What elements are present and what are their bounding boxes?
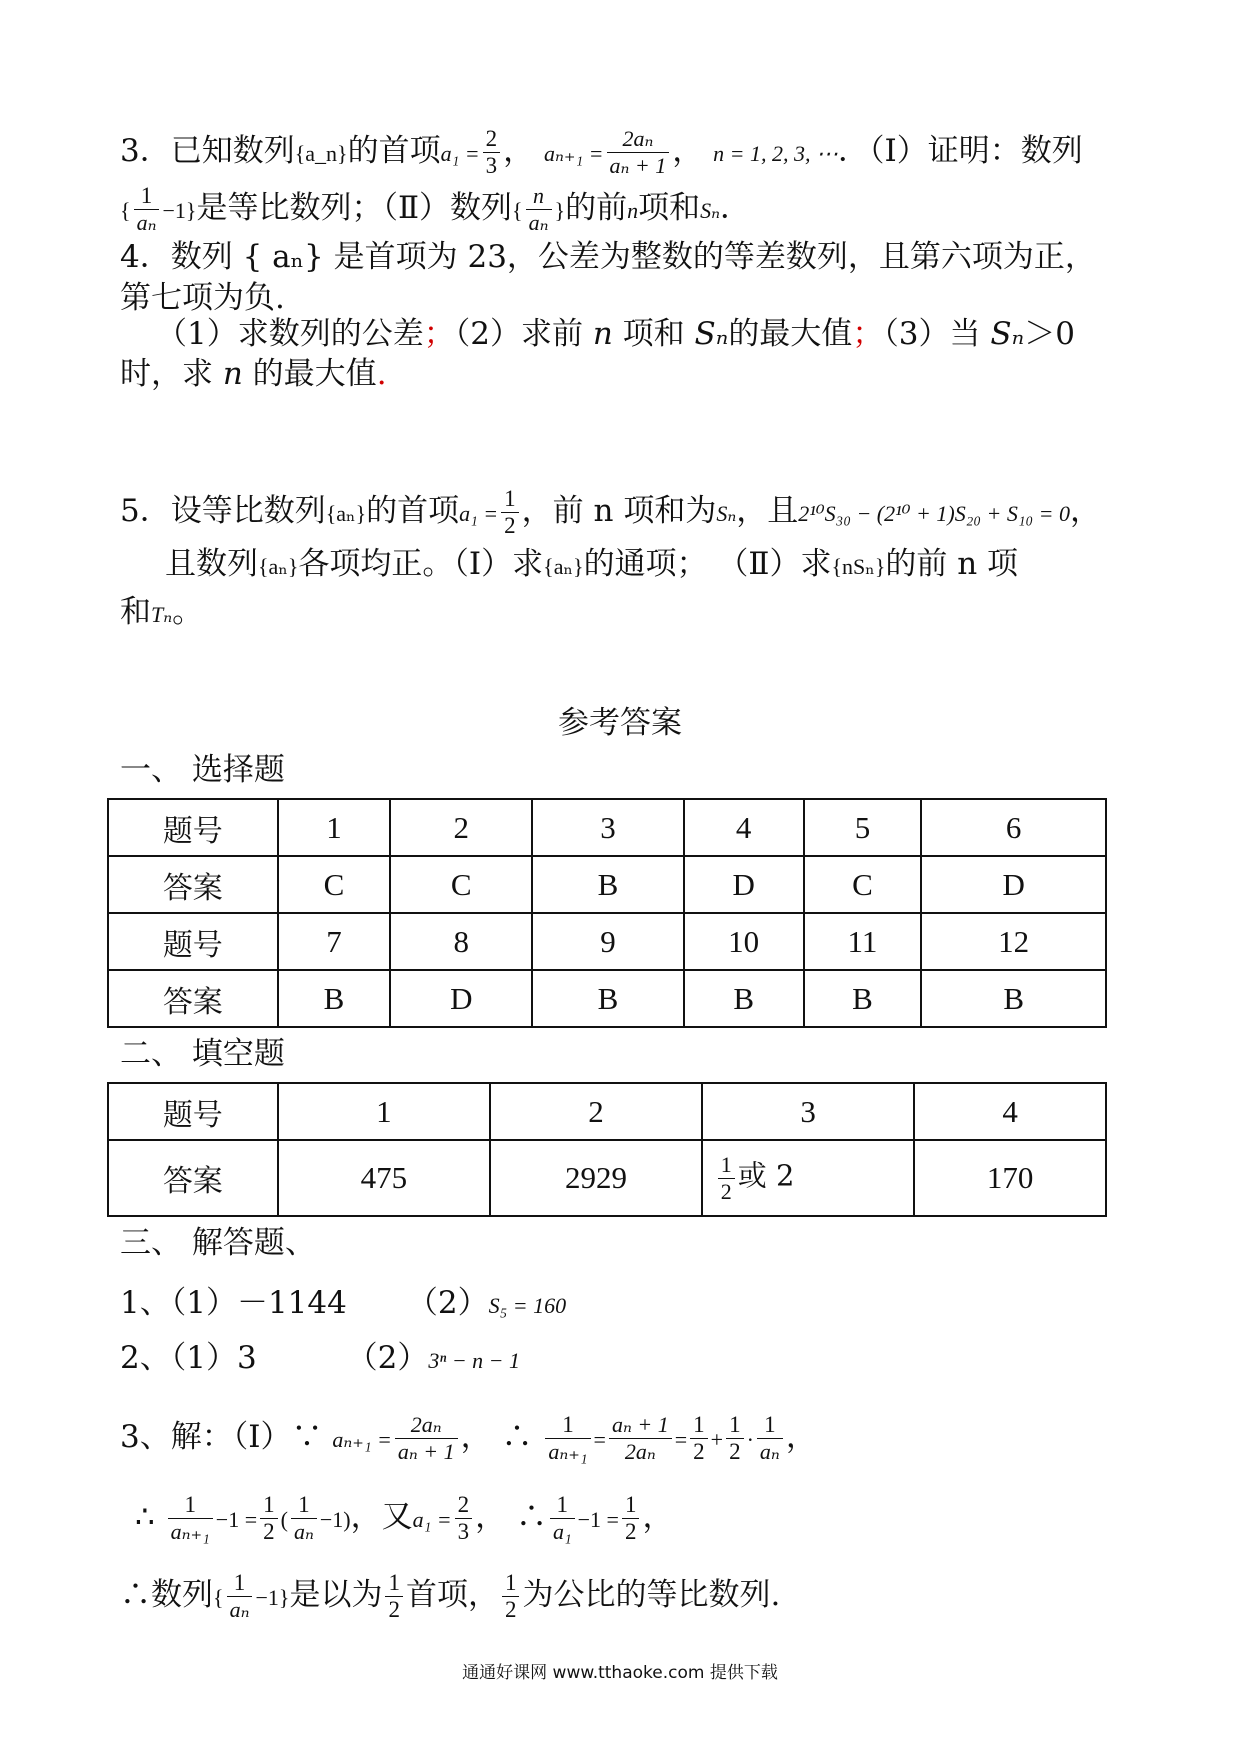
solution-text: ∴: [135, 1499, 155, 1535]
q3-text: 项和: [638, 190, 701, 226]
table-cell: 4: [684, 799, 804, 856]
q5-tn: Tₙ: [151, 602, 173, 627]
brace: {: [120, 198, 131, 223]
table-cell: 2929: [490, 1140, 702, 1216]
q3-a1-eq: a₁ =: [440, 141, 480, 166]
q4-sn: Sₙ: [990, 316, 1025, 352]
q3-a1-fraction: $\frac{2}{3}$: [483, 126, 501, 179]
q5-line-2: [165, 544, 1175, 587]
q3-text: 的首项: [347, 133, 441, 169]
q5-text: 设等比数列: [170, 493, 326, 529]
table-cell: 8: [390, 913, 532, 970]
table-cell: 5: [804, 799, 922, 856]
q5-text: 的首项: [366, 493, 460, 529]
section-fill-heading: 二、 填空题: [120, 1036, 285, 1072]
table-cell: 9: [532, 913, 684, 970]
q4-red-semicolon: ；: [852, 316, 884, 352]
solution-math: −1 =: [215, 1507, 258, 1532]
fraction: $\frac{1}{\text{aₙ}}$: [757, 1412, 783, 1465]
row-label-number: 题号: [108, 1083, 278, 1140]
q5-text: ，前 n 项和为: [521, 493, 717, 529]
fraction: $\frac{1}{\text{aₙ}}$: [227, 1570, 253, 1623]
q3-seq: {a_n}: [294, 141, 348, 166]
equals: =: [674, 1427, 688, 1452]
q5-sn: Sₙ: [716, 501, 737, 526]
table-cell: 12: [921, 913, 1106, 970]
paren: (: [280, 1507, 288, 1532]
q3-recurrence-fraction: $\frac{\text{2aₙ}}{\text{aₙ + 1}}$: [607, 126, 670, 179]
table-cell: C: [278, 856, 391, 913]
table-cell: B: [532, 970, 684, 1027]
q4-red-semicolon: ；: [423, 316, 455, 352]
q4-text: （1）求数列的公差: [156, 316, 424, 352]
q5-a1-fraction: $\frac{1}{2}$: [501, 486, 519, 539]
table-cell: 1: [278, 1083, 491, 1140]
fraction: $\frac{1}{2}$: [260, 1492, 278, 1545]
q3-fraction-1-over-an: $\frac{1}{\text{aₙ}}$: [134, 183, 160, 236]
fraction: $\frac{1}{2}$: [726, 1412, 744, 1465]
q5-line-1: [120, 486, 1130, 539]
q4-text: 时，求: [120, 356, 223, 392]
solution-text: 是以为: [289, 1577, 383, 1613]
solution-text: ， ∴: [460, 1419, 533, 1455]
table-cell: D: [684, 856, 804, 913]
q4-sn: Sₙ: [694, 316, 729, 352]
q3-minus-one: −1}: [162, 198, 197, 223]
q4-red-dot: .: [376, 356, 387, 392]
table-cell: 10: [684, 913, 804, 970]
q4-text: 项和: [612, 316, 695, 352]
table-cell: 3: [702, 1083, 915, 1140]
table-cell: 4: [914, 1083, 1106, 1140]
q5-seq: {nSₙ}: [831, 554, 886, 579]
q3-text: 的前: [565, 190, 628, 226]
table-cell: D: [921, 856, 1106, 913]
q5-text: 和: [120, 594, 151, 630]
table-cell: 1: [278, 799, 391, 856]
solution-text: ∴数列: [120, 1577, 213, 1613]
q3-n-values: n = 1, 2, 3, ⋯: [713, 141, 838, 166]
fraction: $\frac{2}{3}$: [455, 1492, 473, 1545]
table-cell: B: [804, 970, 922, 1027]
table-cell: 2: [390, 799, 532, 856]
q5-text: 。: [172, 594, 204, 630]
solution-text: 首项，: [405, 1577, 499, 1613]
q3-text: 是等比数列；（Ⅱ）数列: [196, 190, 513, 226]
q5-text: ，: [1070, 493, 1102, 529]
solution-3-line-2: [135, 1492, 1145, 1545]
row-label-number: 题号: [108, 799, 278, 856]
q3-recurrence-lhs: aₙ₊₁ =: [543, 141, 604, 166]
section-solve-heading: 三、 解答题、: [120, 1225, 316, 1261]
solution-text: （2）: [346, 1340, 429, 1376]
table-cell: D: [390, 970, 532, 1027]
q4-text: ＞0: [1024, 316, 1075, 352]
q5-seq: {aₙ}: [258, 554, 299, 579]
table-cell: B: [684, 970, 804, 1027]
q5-a1-eq: a₁ =: [459, 501, 499, 526]
solution-text: ，: [785, 1419, 817, 1455]
brace: {: [213, 1585, 224, 1610]
table-cell: 6: [921, 799, 1106, 856]
brace: }: [554, 198, 566, 223]
fraction: $\frac{1}{\text{aₙ}}$: [291, 1492, 317, 1545]
table-row: [108, 856, 1106, 913]
answers-title: 参考答案: [558, 705, 682, 741]
q5-text: 各项均正。（Ⅰ）求: [298, 546, 544, 582]
solution-text: 2、（1）3: [120, 1340, 257, 1376]
q3-number: 3．: [120, 133, 171, 169]
fraction: $\frac{1}{2}$: [385, 1570, 403, 1623]
q4-text: 的最大值: [728, 316, 853, 352]
choice-answer-table: [107, 798, 1107, 1028]
q3-text: ．（Ⅰ）证明：数列: [838, 133, 1083, 169]
fraction: $\frac{1}{2}$: [502, 1570, 520, 1623]
row-label-answer: 答案: [108, 970, 278, 1027]
q4-line-1: 4．数列 { aₙ} 是首项为 23，公差为整数的等差数列，且第六项为正，: [120, 239, 1096, 275]
table-cell: 11: [804, 913, 922, 970]
table-cell: B: [278, 970, 391, 1027]
fill3-text: 或 2: [737, 1158, 795, 1193]
q3-fraction-n-over-an: $\frac{n}{\text{aₙ}}$: [526, 183, 552, 236]
q3-line-2: [120, 183, 1130, 236]
q5-seq: {aₙ}: [325, 501, 367, 526]
fraction: $\frac{1}{\text{aₙ₊₁}}$: [168, 1492, 213, 1545]
table-cell: 7: [278, 913, 391, 970]
fraction: $\frac{1}{\text{a₁}}$: [550, 1492, 575, 1545]
q3-text: 已知数列: [170, 133, 295, 169]
solution-text: （2）: [406, 1285, 489, 1321]
q5-number: 5．: [120, 493, 171, 529]
q4-text: 的最大值: [242, 356, 377, 392]
solution-3-line-3: [120, 1570, 1130, 1623]
solution-equation: S₅ = 160: [488, 1293, 567, 1318]
footer-source-line: 通通好课网 www.tthaoke.com 提供下载: [462, 1663, 778, 1683]
table-cell: B: [921, 970, 1106, 1027]
table-row: [108, 913, 1106, 970]
row-label-answer: 答案: [108, 856, 278, 913]
fraction: $\frac{\text{2aₙ}}{\text{aₙ + 1}}$: [395, 1412, 458, 1465]
q5-text: 且数列: [165, 546, 258, 582]
q5-text: 的前 n 项: [885, 546, 1019, 582]
solution-2: [120, 1338, 1130, 1381]
table-cell: 3: [532, 799, 684, 856]
solution-1: [120, 1283, 1130, 1326]
q4-n: n: [222, 356, 243, 392]
table-cell: [702, 1140, 915, 1216]
q4-line-3: [120, 314, 1130, 354]
q5-text: 的通项； （Ⅱ）求: [583, 546, 832, 582]
table-cell: B: [532, 856, 684, 913]
q4-line-2: 第七项为负.: [120, 280, 285, 316]
table-cell: C: [804, 856, 922, 913]
equals: =: [593, 1427, 606, 1452]
plus: +: [710, 1427, 724, 1452]
solution-text: ，: [642, 1499, 674, 1535]
solution-text: ， ∴: [475, 1499, 547, 1535]
table-cell: 475: [278, 1140, 491, 1216]
q4-text: （2）求前: [454, 316, 593, 352]
solution-text: 3、解：（Ⅰ）∵: [120, 1419, 323, 1455]
solution-math: a₁ =: [412, 1507, 452, 1532]
q3-line-1: [120, 126, 1130, 179]
q5-line-3: [120, 592, 1130, 635]
q4-text: （3）当: [883, 316, 991, 352]
solution-math: aₙ₊₁ =: [332, 1427, 392, 1452]
fraction: $\frac{\text{aₙ + 1}}{\text{2aₙ}}$: [609, 1412, 672, 1465]
q5-equation: 2¹⁰S₃₀ − (2¹⁰ + 1)S₂₀ + S₁₀ = 0: [798, 501, 1071, 526]
fraction: $\frac{1}{2}$: [622, 1492, 640, 1545]
comma: ，: [503, 133, 535, 169]
q4-line-4: [120, 354, 1130, 394]
solution-text: ，又: [350, 1499, 413, 1535]
table-cell: 170: [914, 1140, 1106, 1216]
section-choice-heading: 一、 选择题: [120, 752, 285, 788]
q3-text: ．: [720, 190, 751, 226]
q3-n: n: [627, 198, 639, 223]
solution-text: 1、（1）－1144: [120, 1285, 347, 1321]
table-cell: C: [390, 856, 532, 913]
solution-math: −1}: [255, 1585, 290, 1610]
solution-equation: 3ⁿ − n − 1: [428, 1348, 521, 1373]
comma: ，: [672, 133, 704, 169]
table-row: [108, 799, 1106, 856]
fraction: $\frac{1}{2}$: [690, 1412, 708, 1465]
solution-text: 为公比的等比数列.: [522, 1577, 781, 1613]
solution-math: −1 =: [577, 1507, 619, 1532]
solution-math: −1): [319, 1507, 351, 1532]
solution-3-line-1: [120, 1412, 1130, 1465]
q5-seq: {aₙ}: [543, 554, 584, 579]
row-label-answer: 答案: [108, 1140, 278, 1216]
table-cell: 2: [490, 1083, 702, 1140]
fill-answer-table: [107, 1082, 1107, 1217]
brace: {: [512, 198, 523, 223]
table-row: [108, 1083, 1106, 1140]
q4-n: n: [592, 316, 613, 352]
q5-text: ，且: [736, 493, 799, 529]
row-label-number: 题号: [108, 913, 278, 970]
fraction: $\frac{1}{\text{aₙ₊₁}}$: [545, 1412, 590, 1465]
dot-operator: ·: [746, 1427, 754, 1452]
table-row: [108, 970, 1106, 1027]
table-row: [108, 1140, 1106, 1216]
q3-sn: Sₙ: [700, 198, 720, 223]
fill3-fraction: $\frac{1}{2}$: [718, 1152, 735, 1205]
